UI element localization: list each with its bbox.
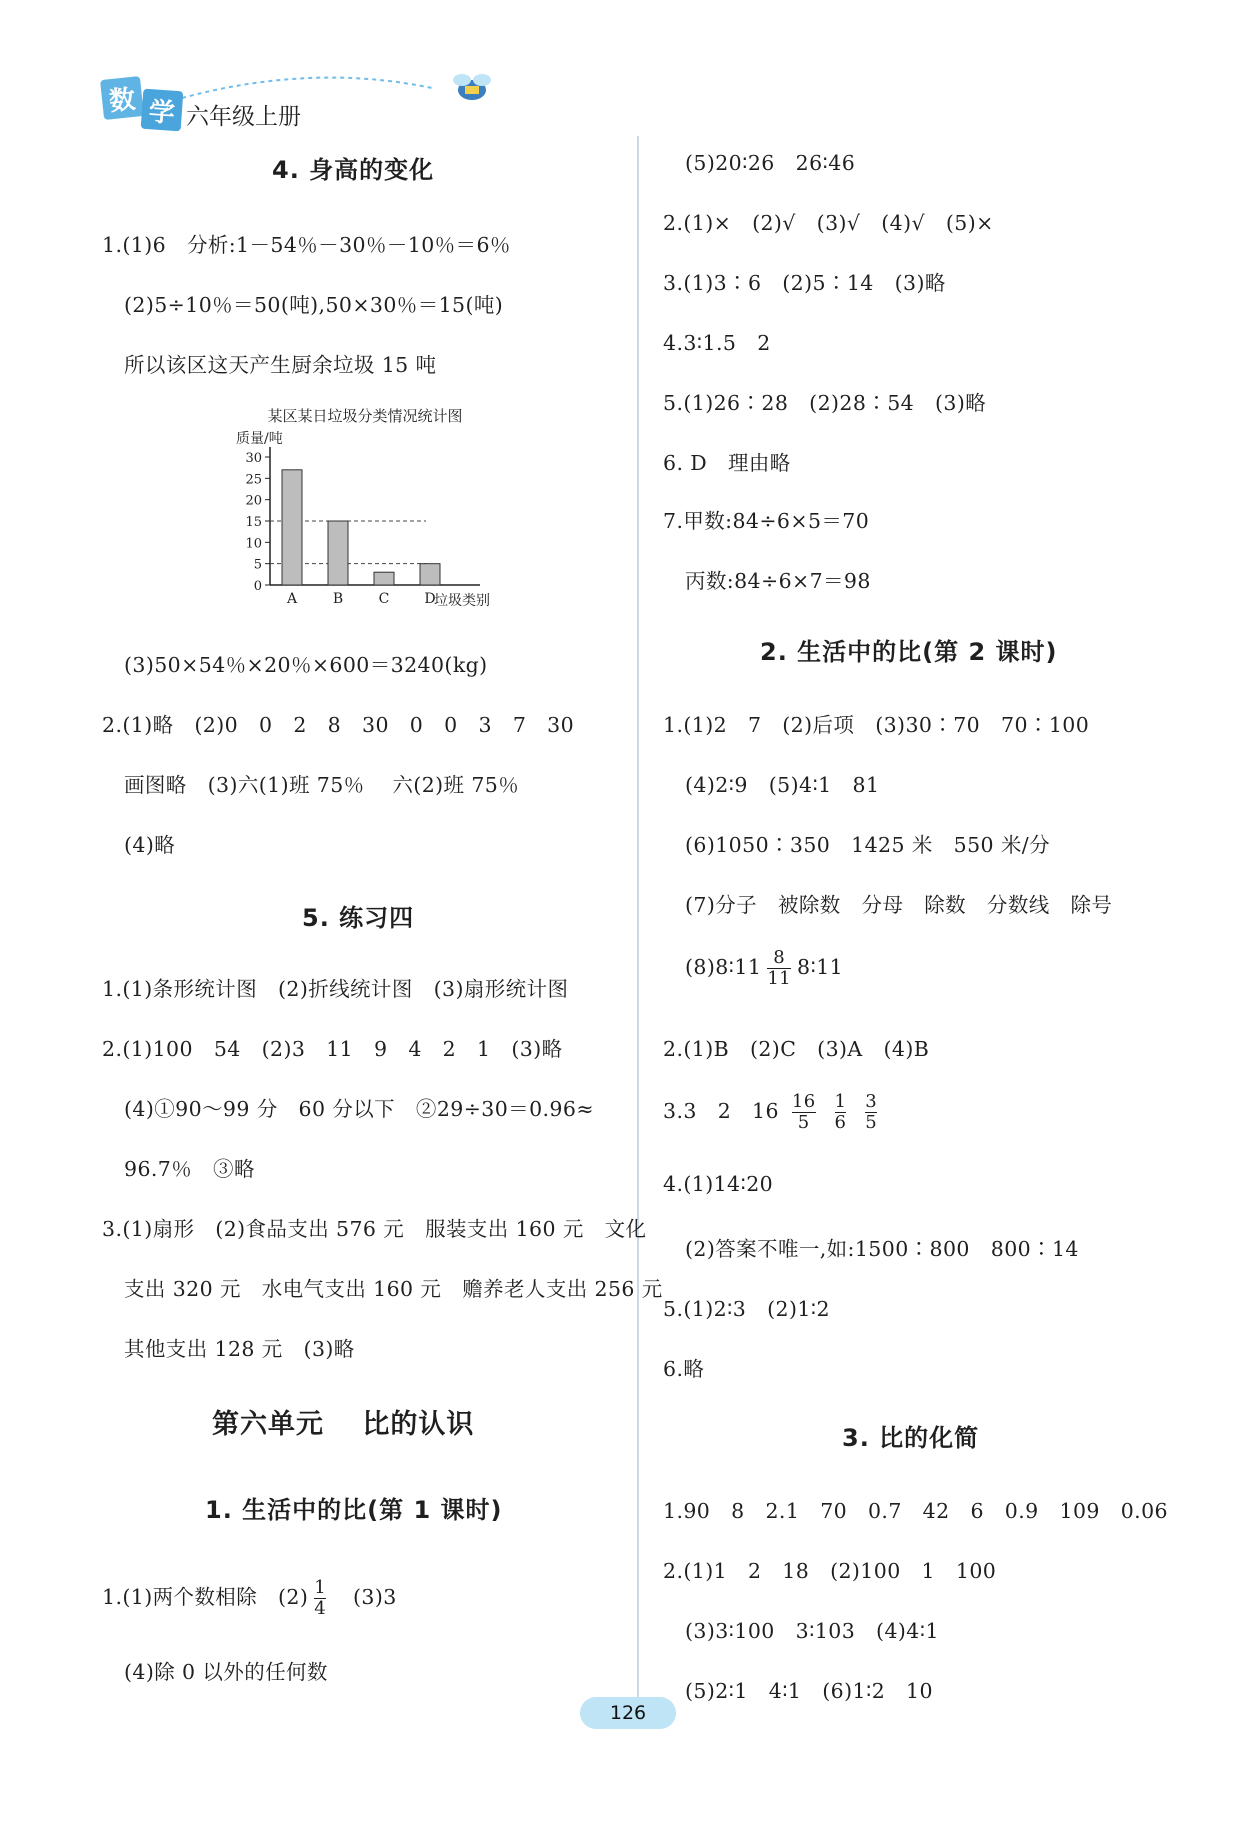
chart-y-tick-label: 20	[245, 493, 262, 509]
section-heading-4: 4. 身高的变化	[272, 156, 435, 184]
chart-bar	[374, 572, 394, 585]
answer-line: 丙数:84÷6×7＝98	[685, 569, 871, 593]
chart-y-tick-label: 0	[253, 579, 262, 594]
answer-line: (5)2∶1 4∶1 (6)1∶2 10	[685, 1679, 933, 1703]
chart-y-tick-label: 15	[245, 515, 262, 530]
answer-line: (4)除 0 以外的任何数	[124, 1660, 328, 1684]
section-heading-3: 3. 比的化简	[842, 1424, 980, 1452]
answer-line: 4.3∶1.5 2	[663, 331, 771, 355]
fraction-numerator: 8	[773, 947, 786, 968]
answer-line: 2.(1)略 (2)0 0 2 8 30 0 0 3 7 30	[102, 713, 575, 737]
page-number: 126	[580, 1697, 676, 1729]
answer-line: 2.(1)B (2)C (3)A (4)B	[663, 1037, 930, 1061]
fraction	[314, 1578, 326, 1619]
answer-line: (4)2∶9 (5)4∶1 81	[685, 773, 880, 797]
answer-line: 2.(1)× (2)√ (3)√ (4)√ (5)×	[663, 211, 994, 235]
fraction	[767, 948, 791, 989]
answer-line: 3.(1)3∶6 (2)5∶14 (3)略	[663, 271, 946, 295]
header-badge-math-1: 数	[100, 76, 144, 120]
fraction-denominator: 5	[797, 1112, 810, 1133]
answer-line: 5.(1)26∶28 (2)28∶54 (3)略	[663, 391, 987, 415]
answer-line: 1.90 8 2.1 70 0.7 42 6 0.9 109 0.06	[663, 1499, 1168, 1523]
section-heading-2: 2. 生活中的比(第 2 课时)	[760, 638, 1058, 666]
answer-line: (6)1050∶350 1425 米 550 米/分	[685, 833, 1050, 857]
chart-title: 某区某日垃圾分类情况统计图	[267, 407, 463, 425]
answer-text: (3)3	[332, 1585, 397, 1609]
header-grade-label: 六年级上册	[186, 104, 301, 130]
chart-y-tick-label: 10	[245, 536, 262, 552]
answer-line: (7)分子 被除数 分母 除数 分数线 除号	[685, 893, 1113, 917]
answer-line: (5)20∶26 26∶46	[685, 151, 856, 175]
answer-line: 96.7％ ③略	[124, 1157, 255, 1181]
fraction-numerator: 1	[314, 1577, 327, 1598]
answer-line: 画图略 (3)六(1)班 75％ 六(2)班 75％	[124, 773, 520, 797]
answer-line: (2)答案不唯一,如:1500∶800 800∶14	[685, 1237, 1079, 1261]
chart-ylabel: 质量/吨	[236, 431, 283, 447]
answer-text: (8)8∶11	[685, 955, 762, 979]
chart-y-tick-label: 25	[245, 472, 262, 488]
answer-line: (3)50×54％×20％×600＝3240(kg)	[124, 653, 488, 677]
answer-line: 支出 320 元 水电气支出 160 元 赡养老人支出 256 元	[124, 1277, 663, 1301]
fraction-denominator: 5	[865, 1112, 878, 1133]
chart-xlabel: 垃圾类别	[434, 593, 490, 609]
answer-text: 1.(1)两个数相除 (2)	[102, 1585, 309, 1609]
fraction-denominator: 6	[834, 1112, 847, 1133]
answer-line	[663, 1092, 883, 1133]
chart-bar	[328, 521, 348, 585]
answer-line: 6.略	[663, 1357, 705, 1381]
chart-y-tick-label: 5	[253, 557, 262, 573]
answer-line: 1.(1)6 分析:1－54％－30％－10％＝6％	[102, 233, 511, 257]
answer-line: (4)略	[124, 833, 176, 857]
answer-line: 2.(1)100 54 (2)3 11 9 4 2 1 (3)略	[102, 1037, 563, 1061]
chart-x-tick-label: C	[378, 591, 390, 607]
fraction-numerator: 16	[791, 1091, 816, 1112]
answer-line: (4)①90～99 分 60 分以下 ②29÷30＝0.96≈	[124, 1097, 594, 1121]
fraction	[865, 1092, 877, 1133]
section-heading-5: 5. 练习四	[302, 904, 415, 932]
fraction	[835, 1092, 847, 1133]
answer-line: 2.(1)1 2 18 (2)100 1 100	[663, 1559, 997, 1583]
answer-line: (2)5÷10％＝50(吨),50×30％＝15(吨)	[124, 293, 504, 317]
bar-chart	[230, 405, 500, 615]
section-heading-1: 1. 生活中的比(第 1 课时)	[205, 1496, 503, 1524]
answer-line	[685, 948, 843, 989]
answer-line: 7.甲数:84÷6×5＝70	[663, 509, 870, 533]
answer-line: 1.(1)条形统计图 (2)折线统计图 (3)扇形统计图	[102, 977, 569, 1001]
fraction-denominator: 4	[314, 1598, 327, 1619]
fraction-denominator: 11	[767, 968, 792, 989]
answer-text: 8∶11	[797, 955, 844, 979]
chart-bar	[282, 470, 302, 585]
chart-x-tick-label: D	[424, 591, 436, 607]
answer-line: 4.(1)14∶20	[663, 1172, 774, 1196]
fraction-numerator: 3	[865, 1091, 878, 1112]
chart-y-tick-label: 30	[245, 451, 262, 466]
answer-line: 5.(1)2∶3 (2)1∶2	[663, 1297, 830, 1321]
column-divider	[637, 136, 639, 1716]
chart-x-tick-label: A	[286, 591, 298, 607]
chart-x-tick-label: B	[332, 591, 344, 607]
answer-line	[102, 1578, 397, 1619]
header-badge-math-2: 学	[141, 89, 184, 132]
answer-line: 其他支出 128 元 (3)略	[124, 1337, 355, 1361]
fraction	[792, 1092, 816, 1133]
answer-line: 3.(1)扇形 (2)食品支出 576 元 服装支出 160 元 文化	[102, 1217, 647, 1241]
answer-text: 3.3 2 16	[663, 1099, 779, 1123]
answer-line: (3)3∶100 3∶103 (4)4∶1	[685, 1619, 939, 1643]
unit-heading: 第六单元 比的认识	[212, 1409, 475, 1440]
fraction-numerator: 1	[834, 1091, 847, 1112]
answer-line: 6. D 理由略	[663, 451, 791, 475]
chart-bar	[420, 564, 440, 585]
answer-line: 所以该区这天产生厨余垃圾 15 吨	[124, 353, 437, 377]
answer-line: 1.(1)2 7 (2)后项 (3)30∶70 70∶100	[663, 713, 1090, 737]
